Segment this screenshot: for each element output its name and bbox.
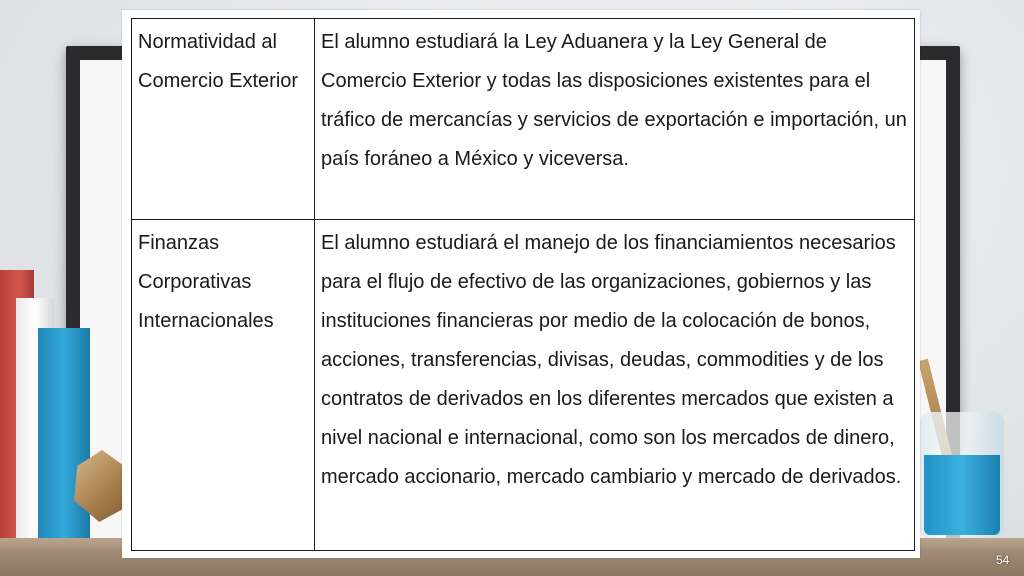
description-cell: El alumno estudiará el manejo de los financiamientos necesarios para el flujo de efectivo de las organizaciones, gobiernos y las instituciones financieras por medio de la colocación de bonos, acciones, transferencias, divisas, deudas, commodities y de los contratos de derivados en los diferentes mercados que existen a nivel nacional e internacional, como son los mercados de dinero, mercado accionario, mercado cambiario y mercado de derivados. [315,220,915,551]
table-row [132,19,915,220]
subject-cell: Normatividad al Comercio Exterior [132,19,315,220]
document-panel [122,10,920,558]
description-cell: El alumno estudiará la Ley Aduanera y la Ley General de Comercio Exterior y todas las disposiciones existentes para el tráfico de mercancías y servicios de exportación e importación, un país foráneo a México y viceversa. [315,19,915,220]
curriculum-table [131,18,915,551]
page-number: 54 [996,553,1010,567]
table-row [132,220,915,551]
subject-cell: Finanzas Corporativas Internacionales [132,220,315,551]
decor-jar-water [924,455,1000,535]
